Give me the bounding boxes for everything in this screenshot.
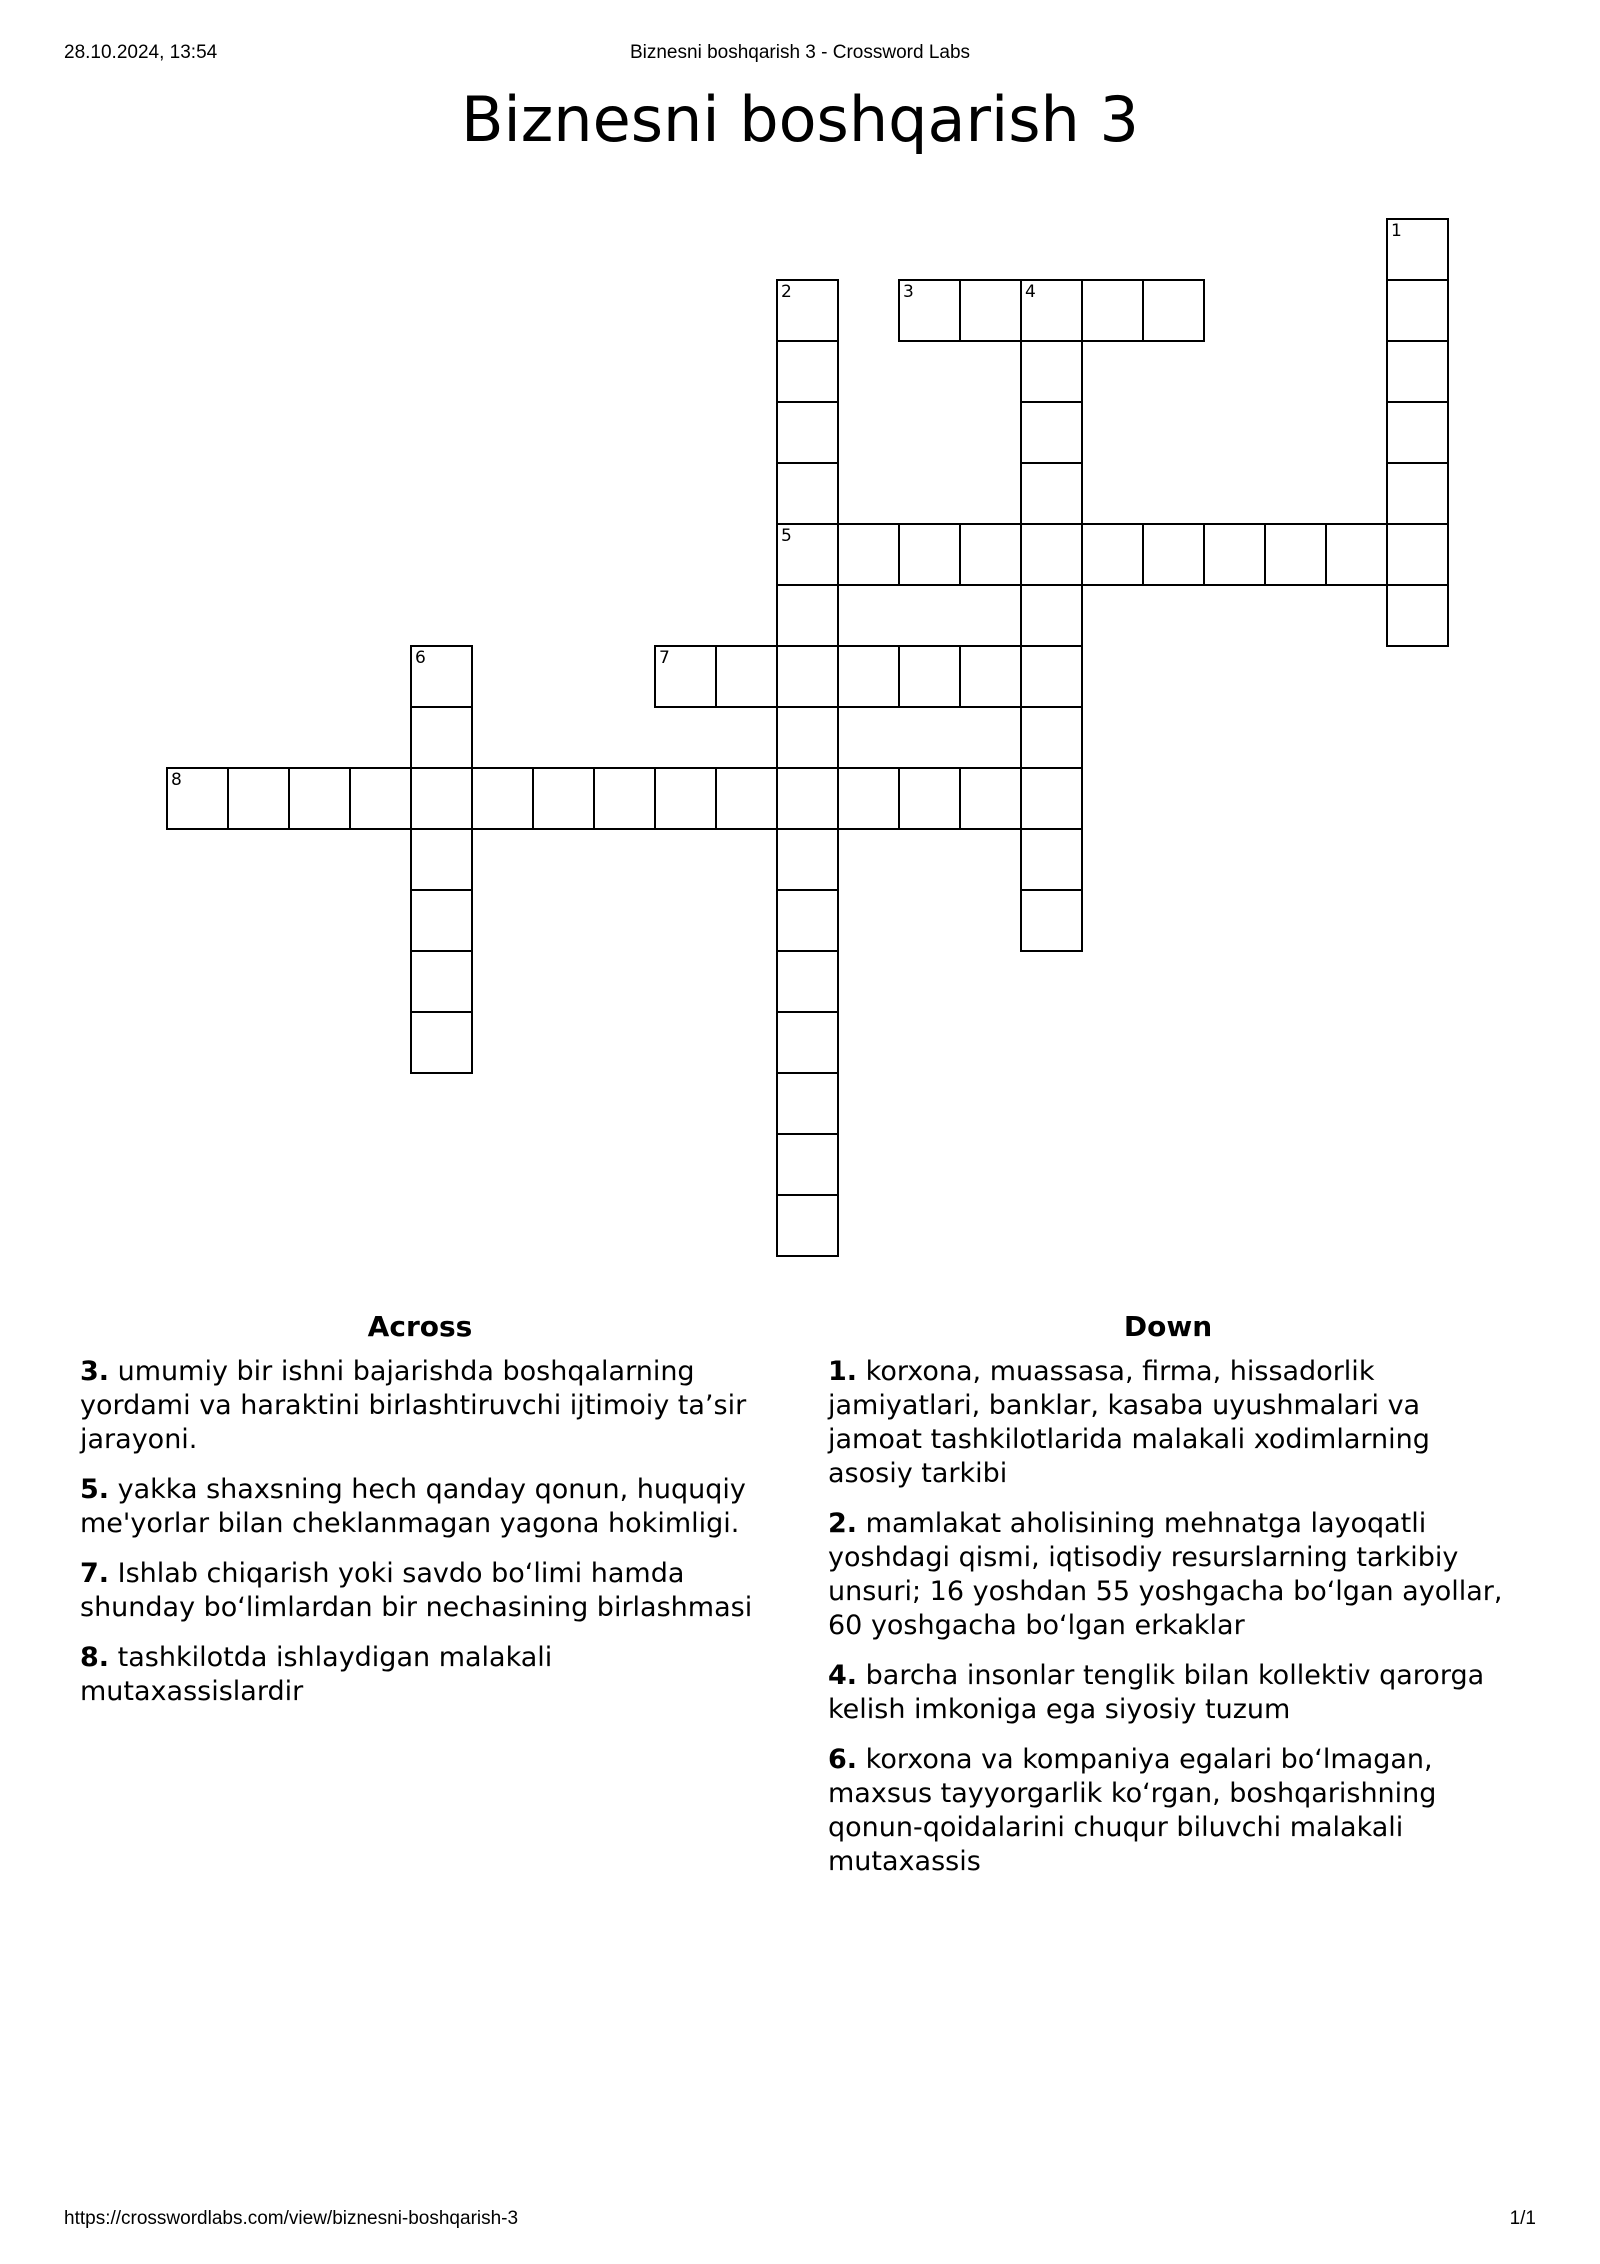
crossword-cell[interactable] bbox=[1020, 706, 1083, 769]
crossword-cell[interactable] bbox=[1020, 645, 1083, 708]
clue-text: Ishlab chiqarish yoki savdo boʻlimi hamda shunday boʻlimlardan bir nechasining birlashmasi bbox=[80, 1558, 753, 1623]
clue-text: mamlakat aholisining mehnatga layoqatli yoshdagi qismi, iqtisodiy resurslarning tarkibiy unsuri; 16 yoshdan 55 yoshgacha boʻlgan ayollar, 60 yoshgacha boʻlgan erkaklar bbox=[828, 1508, 1503, 1641]
crossword-cell[interactable] bbox=[776, 340, 839, 403]
across-clue bbox=[80, 1641, 760, 1709]
puzzle-title: Biznesni boshqarish 3 bbox=[461, 83, 1139, 156]
clue-number: 7. bbox=[80, 1558, 110, 1589]
crossword-cell[interactable] bbox=[1386, 584, 1449, 647]
crossword-cell[interactable] bbox=[1386, 218, 1449, 281]
down-clue bbox=[828, 1355, 1508, 1491]
clue-text: korxona va kompaniya egalari boʻlmagan, maxsus tayyorgarlik koʻrgan, boshqarishning qonun-qoidalarini chuqur biluvchi malakali mutaxassis bbox=[828, 1744, 1437, 1877]
print-footer-page: 1/1 bbox=[1509, 2208, 1536, 2229]
clue-number: 1. bbox=[828, 1356, 858, 1387]
crossword-cell[interactable] bbox=[410, 828, 473, 891]
crossword-cell[interactable] bbox=[776, 706, 839, 769]
cell-number: 6 bbox=[415, 648, 426, 668]
crossword-cell[interactable] bbox=[1020, 584, 1083, 647]
crossword-cell[interactable] bbox=[654, 767, 717, 830]
down-clue bbox=[828, 1743, 1508, 1879]
clue-number: 6. bbox=[828, 1744, 858, 1775]
cell-number: 5 bbox=[781, 526, 792, 546]
down-clues bbox=[828, 1310, 1508, 1895]
crossword-cell[interactable] bbox=[1203, 523, 1266, 586]
cell-number: 8 bbox=[171, 770, 182, 790]
crossword-cell[interactable] bbox=[1386, 340, 1449, 403]
crossword-cell[interactable] bbox=[1386, 523, 1449, 586]
crossword-cell[interactable] bbox=[654, 645, 717, 708]
crossword-cell[interactable] bbox=[959, 645, 1022, 708]
across-clue bbox=[80, 1557, 760, 1625]
crossword-cell[interactable] bbox=[410, 1011, 473, 1074]
crossword-cell[interactable] bbox=[1386, 462, 1449, 525]
crossword-cell[interactable] bbox=[776, 1072, 839, 1135]
crossword-cell[interactable] bbox=[898, 767, 961, 830]
crossword-cell[interactable] bbox=[776, 584, 839, 647]
clue-number: 4. bbox=[828, 1660, 858, 1691]
crossword-cell[interactable] bbox=[776, 401, 839, 464]
crossword-cell[interactable] bbox=[1081, 523, 1144, 586]
crossword-cell[interactable] bbox=[715, 767, 778, 830]
crossword-cell[interactable] bbox=[593, 767, 656, 830]
crossword-cell[interactable] bbox=[1081, 279, 1144, 342]
crossword-cell[interactable] bbox=[166, 767, 229, 830]
crossword-cell[interactable] bbox=[776, 523, 839, 586]
crossword-cell[interactable] bbox=[227, 767, 290, 830]
crossword-cell[interactable] bbox=[776, 950, 839, 1013]
crossword-cell[interactable] bbox=[898, 645, 961, 708]
across-clue bbox=[80, 1473, 760, 1541]
crossword-cell[interactable] bbox=[1386, 279, 1449, 342]
crossword-cell[interactable] bbox=[349, 767, 412, 830]
clue-number: 5. bbox=[80, 1474, 110, 1505]
print-footer-url: https://crosswordlabs.com/view/biznesni-boshqarish-3 bbox=[64, 2208, 519, 2229]
crossword-cell[interactable] bbox=[410, 706, 473, 769]
crossword-cell[interactable] bbox=[776, 1194, 839, 1257]
clue-text: umumiy bir ishni bajarishda boshqalarning yordami va haraktini birlashtiruvchi ijtimoiy ta’sir jarayoni. bbox=[80, 1356, 747, 1455]
print-header-page-title: Biznesni boshqarish 3 - Crossword Labs bbox=[629, 42, 971, 63]
cell-number: 7 bbox=[659, 648, 670, 668]
crossword-cell[interactable] bbox=[837, 767, 900, 830]
clue-text: yakka shaxsning hech qanday qonun, huquqiy me'yorlar bilan cheklanmagan yagona hokimligi. bbox=[80, 1474, 746, 1539]
crossword-cell[interactable] bbox=[410, 950, 473, 1013]
down-clue bbox=[828, 1507, 1508, 1643]
crossword-cell[interactable] bbox=[776, 828, 839, 891]
crossword-cell[interactable] bbox=[837, 523, 900, 586]
crossword-cell[interactable] bbox=[1264, 523, 1327, 586]
crossword-cell[interactable] bbox=[715, 645, 778, 708]
crossword-cell[interactable] bbox=[837, 645, 900, 708]
crossword-cell[interactable] bbox=[1020, 828, 1083, 891]
clue-text: korxona, muassasa, firma, hissadorlik jamiyatlari, banklar, kasaba uyushmalari va jamoat tashkilotlarida malakali xodimlarning asosiy tarkibi bbox=[828, 1356, 1430, 1489]
crossword-cell[interactable] bbox=[776, 767, 839, 830]
clue-number: 3. bbox=[80, 1356, 110, 1387]
across-clues bbox=[80, 1310, 760, 1725]
crossword-cell[interactable] bbox=[959, 767, 1022, 830]
crossword-cell[interactable] bbox=[1386, 401, 1449, 464]
across-clue bbox=[80, 1355, 760, 1457]
crossword-cell[interactable] bbox=[776, 462, 839, 525]
cell-number: 4 bbox=[1025, 282, 1036, 302]
crossword-cell[interactable] bbox=[959, 279, 1022, 342]
down-heading: Down bbox=[1123, 1310, 1213, 1343]
print-header-datetime: 28.10.2024, 13:54 bbox=[64, 42, 218, 63]
clue-text: tashkilotda ishlaydigan malakali mutaxassislardir bbox=[80, 1642, 553, 1707]
crossword-cell[interactable] bbox=[776, 645, 839, 708]
crossword-cell[interactable] bbox=[532, 767, 595, 830]
crossword-cell[interactable] bbox=[1020, 523, 1083, 586]
across-heading: Across bbox=[367, 1310, 473, 1343]
cell-number: 2 bbox=[781, 282, 792, 302]
cell-number: 3 bbox=[903, 282, 914, 302]
crossword-cell[interactable] bbox=[1325, 523, 1388, 586]
crossword-cell[interactable] bbox=[898, 279, 961, 342]
crossword-cell[interactable] bbox=[410, 889, 473, 952]
clue-text: barcha insonlar tenglik bilan kollektiv qarorga kelish imkoniga ega siyosiy tuzum bbox=[828, 1660, 1485, 1725]
crossword-cell[interactable] bbox=[776, 1133, 839, 1196]
crossword-cell[interactable] bbox=[471, 767, 534, 830]
crossword-cell[interactable] bbox=[1142, 279, 1205, 342]
crossword-cell[interactable] bbox=[288, 767, 351, 830]
crossword-cell[interactable] bbox=[1142, 523, 1205, 586]
clue-number: 8. bbox=[80, 1642, 110, 1673]
crossword-cell[interactable] bbox=[898, 523, 961, 586]
down-clue bbox=[828, 1659, 1508, 1727]
clue-number: 2. bbox=[828, 1508, 858, 1539]
crossword-cell[interactable] bbox=[1020, 340, 1083, 403]
crossword-cell[interactable] bbox=[1020, 279, 1083, 342]
crossword-cell[interactable] bbox=[776, 1011, 839, 1074]
crossword-cell[interactable] bbox=[776, 889, 839, 952]
crossword-cell[interactable] bbox=[1020, 462, 1083, 525]
crossword-cell[interactable] bbox=[1020, 767, 1083, 830]
crossword-cell[interactable] bbox=[1020, 401, 1083, 464]
cell-number: 1 bbox=[1391, 221, 1402, 241]
crossword-cell[interactable] bbox=[1020, 889, 1083, 952]
crossword-cell[interactable] bbox=[776, 279, 839, 342]
crossword-cell[interactable] bbox=[410, 767, 473, 830]
crossword-cell[interactable] bbox=[959, 523, 1022, 586]
crossword-cell[interactable] bbox=[410, 645, 473, 708]
